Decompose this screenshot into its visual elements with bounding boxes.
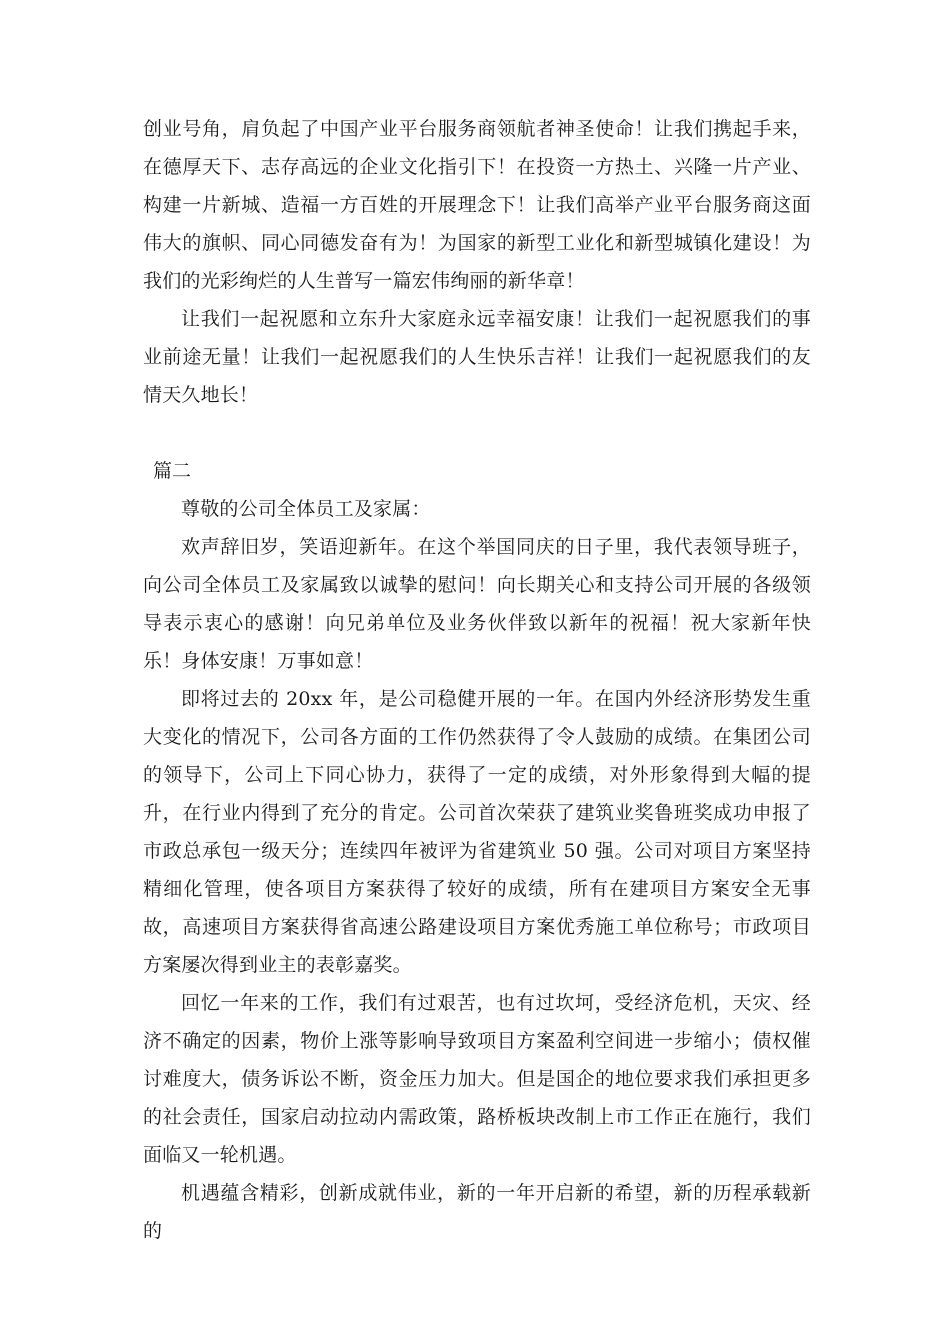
paragraph-review: 回忆一年来的工作，我们有过艰苦，也有过坎坷，受经济危机，天灾、经济不确定的因素，物价上涨等影响导致项目方案盈利空间进一步缩小；债权催讨难度大，债务诉讼不断，资金压力加大。但是国企的地位要求我们承担更多的社会责任，国家启动拉动内需政策，路桥板块改制上市工作正在施行，我们面临又一轮机遇。 [143, 992, 811, 1166]
section-heading: 篇二 [153, 460, 192, 482]
paragraph-vision: 创业号角，肩负起了中国产业平台服务商领航者神圣使命！让我们携起手来，在德厚天下、志存高远的企业文化指引下！在投资一方热土、兴隆一片产业、构建一片新城、造福一方百姓的开展理念下！让我们高举产业平台服务商这面伟大的旗帜、同心同德发奋有为！为国家的新型工业化和新型城镇化建设！为我们的光彩绚烂的人生普写一篇宏伟绚丽的新华章！ [143, 118, 811, 292]
section-two-body [143, 490, 811, 1250]
section-one-body [143, 110, 811, 414]
paragraph-blessing: 让我们一起祝愿和立东升大家庭永远幸福安康！让我们一起祝愿我们的事业前途无量！让我们一起祝愿我们的人生快乐吉祥！让我们一起祝愿我们的友情天久地长！ [143, 308, 811, 406]
paragraph-achievements: 即将过去的 20xx 年，是公司稳健开展的一年。在国内外经济形势发生重大变化的情况下，公司各方面的工作仍然获得了令人鼓励的成绩。在集团公司的领导下，公司上下同心协力，获得了一定的成绩，对外形象得到大幅的提升，在行业内得到了充分的肯定。公司首次荣获了建筑业奖鲁班奖成功申报了市政总承包一级天分；连续四年被评为省建筑业 50 强。公司对项目方案坚持精细化管理，使各项目方案获得了较好的成绩，所有在建项目方案安全无事故，高速项目方案获得省高速公路建设项目方案优秀施工单位称号；市政项目方案屡次得到业主的表彰嘉奖。 [143, 688, 811, 976]
salutation: 尊敬的公司全体员工及家属： [181, 498, 431, 520]
paragraph-outlook: 机遇蕴含精彩，创新成就伟业，新的一年开启新的希望，新的历程承载新的 [143, 1182, 811, 1242]
paragraph-greeting: 欢声辞旧岁，笑语迎新年。在这个举国同庆的日子里，我代表领导班子，向公司全体员工及家属致以诚挚的慰问！向长期关心和支持公司开展的各级领导表示衷心的感谢！向兄弟单位及业务伙伴致以新年的祝福！祝大家新年快乐！身体安康！万事如意！ [143, 536, 811, 672]
